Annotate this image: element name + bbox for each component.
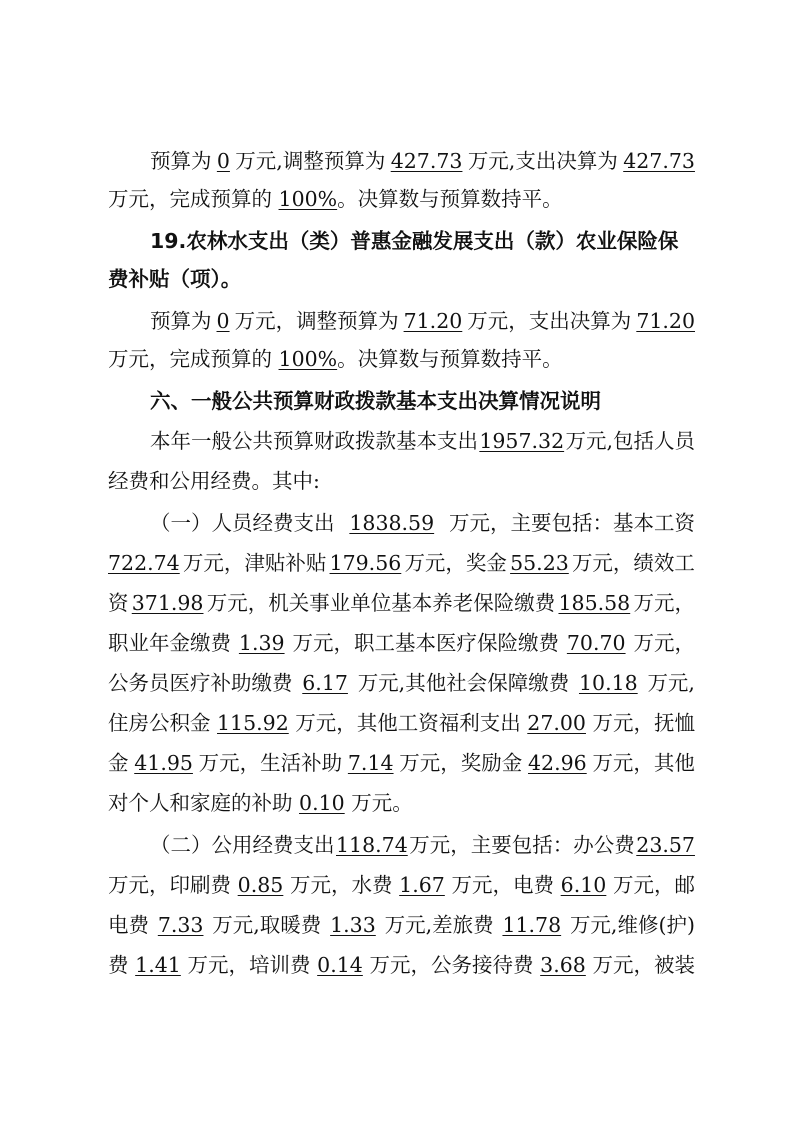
text-segment: 万元，抚恤: [592, 711, 695, 735]
text-segment: 万元，水费: [290, 873, 393, 897]
underlined-amount: 1.39: [238, 631, 285, 655]
underlined-amount: 71.20: [636, 309, 695, 333]
text-segment: 。决算数与预算数持平。: [337, 347, 563, 371]
text-segment: 万元，被装: [592, 953, 695, 977]
text-line: [108, 630, 695, 656]
text-segment: 费: [108, 953, 129, 977]
text-segment: 万元,调整预算为: [235, 149, 386, 173]
text-line: [108, 590, 695, 616]
text-segment: 金: [108, 751, 129, 775]
text-segment: 万元，完成预算的: [108, 187, 279, 211]
text-segment: 万元,其他社会保障缴费: [357, 671, 570, 695]
text-line: [108, 750, 695, 776]
text-segment: 职业年金缴费: [108, 631, 231, 655]
text-segment: 万元,支出决算为: [467, 149, 618, 173]
text-line: [150, 388, 773, 414]
underlined-amount: 1957.32: [479, 429, 565, 453]
underlined-amount: 179.56: [329, 551, 402, 575]
text-line: [108, 790, 773, 816]
text-line: [108, 952, 695, 978]
text-segment: 六、一般公共预算财政拨款基本支出决算情况说明: [150, 389, 601, 413]
text-segment: 万元，培训费: [187, 953, 311, 977]
text-line: [150, 832, 695, 858]
text-segment: 万元，完成预算的: [108, 347, 279, 371]
text-segment: 。决算数与预算数持平。: [337, 187, 563, 211]
text-segment: 万元,差旅费: [384, 913, 494, 937]
text-segment: （二）公用经费支出: [150, 833, 335, 857]
text-segment: 万元,包括人员: [565, 429, 695, 453]
underlined-amount: 1838.59: [349, 511, 435, 535]
text-segment: 万元，调整预算为: [234, 309, 399, 333]
text-segment: 万元，: [633, 591, 695, 615]
text-segment: 万元，公务接待费: [369, 953, 534, 977]
underlined-amount: 118.74: [336, 833, 408, 857]
text-segment: 预算为: [150, 149, 212, 173]
text-segment: 万元，印刷费: [108, 873, 231, 897]
text-line: [108, 912, 695, 938]
text-segment: 万元，其他工资福利支出: [295, 711, 521, 735]
text-line: [108, 872, 695, 898]
underlined-amount: 10.18: [578, 671, 638, 695]
underlined-amount: 115.92: [217, 711, 289, 735]
underlined-amount: 0: [216, 309, 230, 333]
text-segment: 对个人和家庭的补助: [108, 791, 300, 815]
text-segment: 费补贴（项）。: [108, 267, 242, 291]
underlined-amount: 7.33: [157, 913, 204, 937]
underlined-amount: 70.70: [566, 631, 626, 655]
text-segment: （一）人员经费支出: [150, 511, 335, 535]
text-segment: 万元，职工基本医疗保险缴费: [292, 631, 559, 655]
underlined-amount: 11.78: [502, 913, 562, 937]
underlined-amount: 71.20: [403, 309, 463, 333]
underlined-amount: 100%: [278, 187, 338, 211]
underlined-amount: 185.58: [558, 591, 631, 615]
underlined-amount: 23.57: [636, 833, 695, 857]
text-segment: 万元，绩效工: [571, 551, 695, 575]
text-line: [150, 308, 695, 334]
text-segment: 万元，邮: [613, 873, 695, 897]
text-segment: 住房公积金: [108, 711, 211, 735]
text-segment: 万元，其他: [592, 751, 695, 775]
underlined-amount: 0: [216, 149, 230, 173]
text-segment: 万元，: [633, 631, 695, 655]
text-segment: 万元，津贴补贴: [182, 551, 327, 575]
text-segment: 资: [108, 591, 129, 615]
text-segment: 万元，生活补助: [198, 751, 343, 775]
text-segment: 万元，主要包括：办公费: [409, 833, 635, 857]
text-segment: 万元，奖金: [404, 551, 507, 575]
text-segment: 本年一般公共预算财政拨款基本支出: [150, 429, 478, 453]
underlined-amount: 371.98: [131, 591, 204, 615]
underlined-amount: 27.00: [527, 711, 586, 735]
text-segment: 万元。: [344, 791, 413, 815]
text-segment: 公务员医疗补助缴费: [108, 671, 293, 695]
text-line: [108, 550, 695, 576]
underlined-amount: 1.67: [399, 873, 445, 897]
text-segment: 万元，支出决算为: [467, 309, 632, 333]
underlined-amount: 722.74: [108, 551, 180, 575]
text-line: [108, 346, 773, 372]
text-line: [150, 148, 695, 174]
text-line: [150, 510, 695, 536]
text-segment: 19.农林水支出（类）普惠金融发展支出（款）农业保险保: [150, 229, 679, 253]
underlined-amount: 0.85: [237, 873, 284, 897]
text-segment: 万元,: [647, 671, 695, 695]
underlined-amount: 55.23: [510, 551, 569, 575]
text-segment: 万元，机关事业单位基本养老保险缴费: [206, 591, 556, 615]
text-line: [108, 266, 773, 292]
underlined-amount: 0.14: [317, 953, 363, 977]
text-line: [108, 710, 695, 736]
text-segment: 电费: [108, 913, 149, 937]
text-line: [150, 228, 695, 254]
text-line: [150, 428, 695, 454]
text-segment: 万元，奖励金: [399, 751, 523, 775]
underlined-amount: 42.96: [528, 751, 587, 775]
text-segment: 预算为: [150, 309, 212, 333]
underlined-amount: 100%: [278, 347, 338, 371]
text-segment: 万元,维修(护): [569, 913, 695, 937]
text-line: [108, 670, 695, 696]
underlined-amount: 3.68: [540, 953, 586, 977]
text-segment: 经费和公用经费。其中:: [108, 469, 320, 493]
text-segment: 万元,取暖费: [212, 913, 322, 937]
underlined-amount: 427.73: [390, 149, 463, 173]
text-segment: 万元，主要包括：基本工资: [449, 511, 695, 535]
underlined-amount: 1.33: [330, 913, 376, 937]
underlined-amount: 6.10: [560, 873, 607, 897]
underlined-amount: 41.95: [134, 751, 193, 775]
underlined-amount: 6.17: [302, 671, 348, 695]
text-segment: 万元，电费: [451, 873, 554, 897]
text-line: [108, 468, 773, 494]
underlined-amount: 427.73: [623, 149, 695, 173]
underlined-amount: 0.10: [299, 791, 345, 815]
text-line: [108, 186, 773, 212]
underlined-amount: 1.41: [135, 953, 181, 977]
underlined-amount: 7.14: [347, 751, 394, 775]
